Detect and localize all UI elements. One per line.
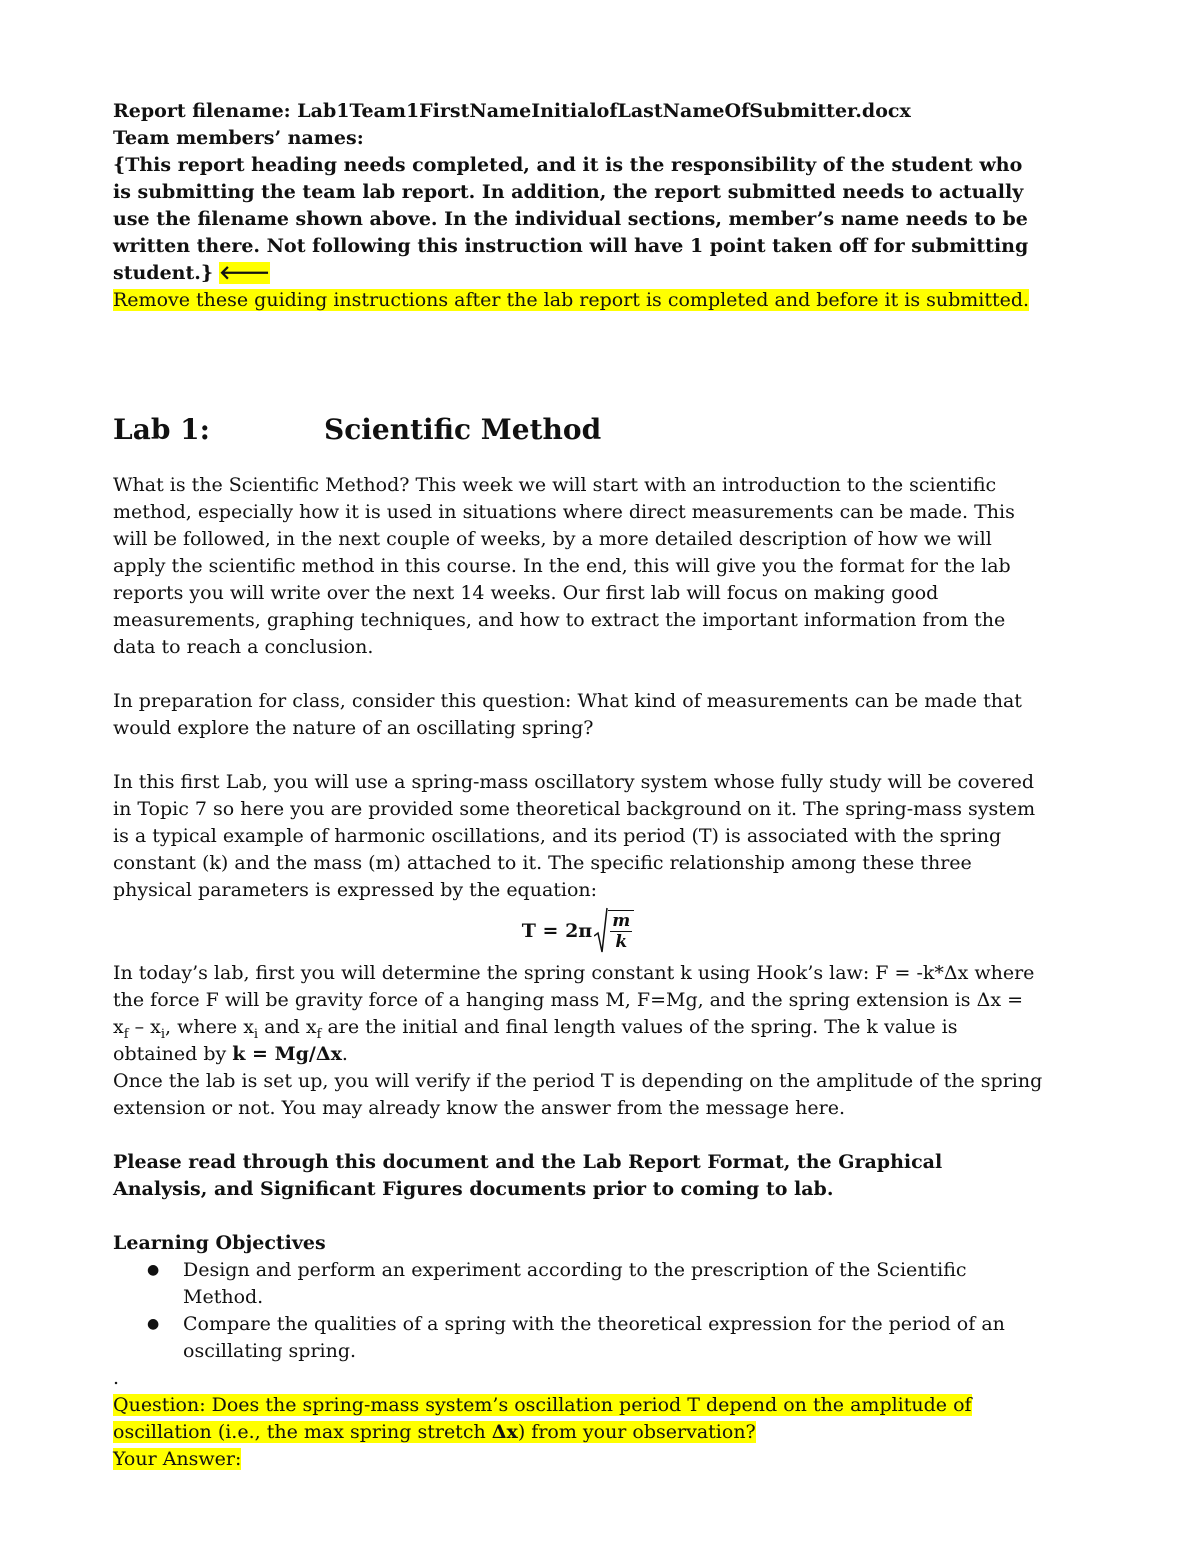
- list-item: ● Design and perform an experiment according to the prescription of the Scientific Method.: [147, 1259, 967, 1308]
- radical-sign-icon: [594, 906, 608, 956]
- question-paragraph: Question: Does the spring-mass system’s oscillation period T depend on the amplitude of oscillation (i.e., the max spring stretch Δx) from your observation? Your Answer:: [113, 1394, 972, 1470]
- remove-instructions-note: Remove these guiding instructions after the lab report is completed and before it is submitted.: [113, 289, 1030, 311]
- team-members-label: Team members’ names:: [113, 127, 364, 149]
- period-equation: [113, 906, 1043, 956]
- equation-lhs: T = 2π: [521, 919, 593, 942]
- instruction-paragraph: [113, 152, 1043, 314]
- list-item: ● Compare the qualities of a spring with the theoretical expression for the period of an oscillating spring.: [147, 1313, 1005, 1362]
- instruction-text: {This report heading needs completed, and it is the responsibility of the student who is submitting the team lab report. In addition, the report submitted needs to actually use the filename shown above. In the individual sections, member’s name needs to be written there. Not following this instruction will have 1 point taken off for submitting student.}: [113, 154, 1029, 284]
- mass-over-k-fraction: [608, 910, 634, 952]
- objectives-list: [113, 1257, 1043, 1365]
- objectives-heading: Learning Objectives: [113, 1232, 326, 1254]
- intro-paragraph-1: What is the Scientific Method? This week we will start with an introduction to the scientific method, especially how it is used in situations where direct measurements can be made. This will be followed, in the next couple of weeks, by a more detailed description of how we will apply the scientific method in this course. In the end, this will give you the format for the lab reports you will write over the next 14 weeks. Our first lab will focus on making good measurements, graphing techniques, and how to extract the important information from the data to reach a conclusion.: [113, 474, 1015, 658]
- page-title: [113, 410, 1043, 450]
- read-note: Please read through this document and the Lab Report Format, the Graphical Analysis, and Significant Figures documents prior to coming to lab.: [113, 1151, 943, 1200]
- left-arrow-icon: 🡐: [219, 262, 271, 284]
- fraction-numerator: m: [612, 911, 631, 931]
- lab-number: Lab 1:: [113, 413, 210, 446]
- intro-paragraph-3: In this first Lab, you will use a spring-mass oscillatory system whose fully study will be covered in Topic 7 so here you are provided some theoretical background on it. The spring-mass system is a typical example of harmonic oscillations, and its period (T) is associated with the spring constant (k) and the mass (m) attached to it. The specific relationship among these three physical parameters is expressed by the equation:: [113, 771, 1036, 901]
- fraction-denominator: k: [615, 932, 628, 952]
- your-answer-label: Your Answer:: [113, 1448, 242, 1470]
- lab-name: Scientific Method: [324, 413, 602, 446]
- report-filename: Report filename: Lab1Team1FirstNameInitialofLastNameOfSubmitter.docx: [113, 100, 911, 122]
- hooke-law-paragraph: In today’s lab, first you will determine the spring constant k using Hook’s law: F = -k*Δx where the force F will be gravity force of a hanging mass M, F=Mg, and the spring extension is $\Delta x = x_f - x_i$, where $x_i$ and $x_f$ are the initial and final length values of the spring. The k value is obtained by k = Mg/Δx.: [113, 962, 1035, 1065]
- period-paragraph: Once the lab is set up, you will verify if the period T is depending on the amplitude of the spring extension or not. You may already know the answer from the message here.: [113, 1070, 1043, 1119]
- k-equation: k = Mg/Δx: [232, 1043, 342, 1065]
- stray-period: .: [113, 1367, 120, 1389]
- document-page: [113, 98, 1043, 1473]
- intro-paragraph-2: In preparation for class, consider this question: What kind of measurements can be made that would explore the nature of an oscillating spring?: [113, 690, 1022, 739]
- square-root: [594, 906, 634, 956]
- bullet-icon: ●: [147, 1316, 160, 1332]
- bullet-icon: ●: [147, 1262, 160, 1278]
